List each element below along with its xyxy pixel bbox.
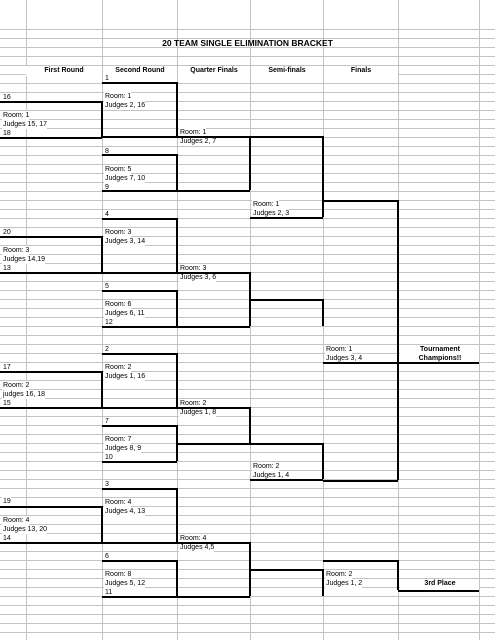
bracket-connector-h: [177, 190, 250, 192]
sr3-judges: Judges 3, 14: [105, 238, 146, 245]
sr5-seed: 2: [105, 346, 109, 353]
header-first-round: First Round: [26, 66, 102, 76]
fr1-room: Room: 1: [3, 112, 30, 119]
grid-row-line: [0, 281, 495, 282]
sr2-room: Room: 5: [105, 166, 132, 173]
header-second-round: Second Round: [103, 66, 177, 76]
sr6-seed-b: 10: [105, 454, 113, 461]
bracket-connector-h: [250, 217, 323, 219]
grid-row-line: [0, 263, 495, 264]
bracket-connector-h: [102, 154, 177, 156]
bracket-connector-v: [397, 200, 399, 362]
sr4-room: Room: 6: [105, 301, 132, 308]
bracket-connector-h: [323, 560, 398, 562]
grid-row-line: [0, 389, 495, 390]
sr4-judges: Judges 6, 11: [105, 310, 145, 317]
bracket-connector-h: [177, 596, 250, 598]
bracket-connector-h: [177, 542, 250, 544]
sr1-judges: Judges 2, 16: [105, 102, 146, 109]
bracket-connector-h: [177, 136, 250, 138]
grid-row-line: [0, 128, 495, 129]
grid-row-line: [0, 83, 495, 84]
bracket-connector-h: [102, 425, 177, 427]
bracket-connector-v: [176, 560, 178, 596]
grid-row-line: [0, 146, 495, 147]
bracket-connector-h: [398, 362, 479, 364]
sr7-seed: 3: [105, 481, 109, 488]
grid-row-line: [0, 425, 495, 426]
bracket-connector-h: [102, 542, 177, 544]
third-place-judges: Judges 1, 2: [326, 580, 363, 587]
bracket-connector-h: [102, 560, 177, 562]
fr2-judges: Judges 14,19: [3, 256, 46, 263]
bracket-connector-h: [0, 272, 102, 274]
sr2-seed: 8: [105, 148, 109, 155]
grid-row-line: [0, 29, 495, 30]
bracket-connector-h: [0, 407, 102, 409]
bracket-connector-h: [102, 461, 177, 463]
bracket-connector-v: [176, 353, 178, 407]
grid-row-line: [0, 164, 495, 165]
bracket-connector-h: [250, 569, 323, 571]
bracket-connector-v: [249, 407, 251, 443]
sf2-room: Room: 2: [253, 463, 280, 470]
bracket-connector-h: [0, 101, 102, 103]
bracket-connector-h: [177, 407, 250, 409]
sf2-judges: Judges 1, 4: [253, 472, 290, 479]
bracket-connector-h: [0, 371, 102, 373]
bracket-connector-v: [176, 290, 178, 326]
bracket-connector-v: [176, 218, 178, 272]
fr3-room: Room: 2: [3, 382, 30, 389]
bracket-connector-h: [102, 82, 177, 84]
grid-row-line: [0, 119, 495, 120]
bracket-connector-h: [102, 353, 177, 355]
grid-row-line: [0, 479, 495, 480]
sr6-judges: Judges 8, 9: [105, 445, 142, 452]
grid-row-line: [0, 614, 495, 615]
fr1-team-a: 16: [3, 94, 11, 101]
bracket-connector-h: [250, 299, 323, 301]
final-judges: Judges 3, 4: [326, 355, 363, 362]
grid-row-line: [0, 308, 495, 309]
bracket-connector-v: [176, 154, 178, 190]
grid-row-line: [0, 92, 495, 93]
sr8-room: Room: 8: [105, 571, 132, 578]
bracket-connector-v: [249, 136, 251, 190]
grid-row-line: [0, 110, 495, 111]
third-place-label: 3rd Place: [400, 579, 479, 588]
fr4-room: Room: 4: [3, 517, 30, 524]
fr4-team-b: 14: [3, 535, 11, 542]
sf1-room: Room: 1: [253, 201, 280, 208]
fr3-team-b: 15: [3, 400, 11, 407]
grid-row-line: [0, 227, 495, 228]
fr2-room: Room: 3: [3, 247, 30, 254]
qf4-room: Room: 4: [180, 535, 207, 542]
grid-row-line: [0, 317, 495, 318]
bracket-connector-h: [177, 272, 250, 274]
qf1-room: Room: 1: [180, 129, 207, 136]
champion-label-line1: Tournament: [400, 345, 479, 354]
sr8-seed: 6: [105, 553, 109, 560]
qf3-judges: Judges 1, 8: [180, 409, 217, 416]
fr4-judges: Judges 13, 20: [3, 526, 47, 533]
bracket-connector-h: [102, 596, 177, 598]
grid-row-line: [0, 290, 495, 291]
bracket-connector-v: [101, 101, 103, 137]
bracket-connector-h: [323, 480, 398, 482]
third-place-room: Room: 2: [326, 571, 353, 578]
grid-row-line: [0, 623, 495, 624]
bracket-connector-v: [176, 488, 178, 542]
bracket-connector-h: [250, 443, 323, 445]
grid-row-line: [0, 155, 495, 156]
grid-row-line: [0, 560, 495, 561]
grid-row-line: [0, 632, 495, 633]
grid-row-line: [0, 209, 495, 210]
final-room: Room: 1: [326, 346, 353, 353]
bracket-connector-h: [323, 362, 398, 364]
bracket-connector-v: [101, 236, 103, 272]
qf4-judges: Judges 4,5: [180, 544, 215, 551]
fr1-team-b: 18: [3, 130, 11, 137]
fr3-team-a: 17: [3, 364, 11, 371]
header-semi-finals: Semi-finals: [251, 66, 323, 76]
bracket-connector-h: [102, 326, 177, 328]
bracket-connector-v: [322, 136, 324, 217]
bracket-connector-h: [102, 190, 177, 192]
bracket-connector-h: [177, 443, 250, 445]
sr6-room: Room: 7: [105, 436, 132, 443]
grid-row-line: [0, 533, 495, 534]
grid-row-line: [0, 569, 495, 570]
grid-row-line: [0, 218, 495, 219]
champion-label-line2: Champions!!: [400, 354, 479, 363]
fr3-judges: judges 16, 18: [3, 391, 46, 398]
sr8-seed-b: 11: [105, 589, 113, 596]
grid-row-line: [0, 335, 495, 336]
grid-row-line: [0, 398, 495, 399]
sr1-room: Room: 1: [105, 93, 132, 100]
header-quarter-finals: Quarter Finals: [178, 66, 250, 76]
sr6-seed: 7: [105, 418, 109, 425]
bracket-connector-h: [398, 590, 479, 592]
fr1-judges: Judges 15, 17: [3, 121, 47, 128]
grid-row-line: [0, 56, 495, 57]
grid-row-line: [0, 434, 495, 435]
qf2-judges: Judges 3, 6: [180, 274, 217, 281]
sr2-seed-b: 9: [105, 184, 109, 191]
bracket-connector-h: [0, 506, 102, 508]
bracket-connector-h: [102, 272, 177, 274]
fr2-team-b: 13: [3, 265, 11, 272]
sr3-seed: 4: [105, 211, 109, 218]
qf1-judges: Judges 2, 7: [180, 138, 217, 145]
bracket-connector-v: [101, 506, 103, 542]
fr4-team-a: 19: [3, 498, 11, 505]
bracket-connector-v: [322, 443, 324, 479]
bracket-connector-h: [102, 407, 177, 409]
grid-row-line: [0, 299, 495, 300]
bracket-connector-v: [101, 371, 103, 407]
sr2-judges: Judges 7, 10: [105, 175, 146, 182]
grid-col-line: [479, 0, 480, 640]
grid-col-line: [26, 0, 27, 640]
bracket-connector-v: [397, 362, 399, 480]
bracket-connector-h: [177, 326, 250, 328]
bracket-connector-h: [102, 290, 177, 292]
qf3-room: Room: 2: [180, 400, 207, 407]
grid-row-line: [0, 461, 495, 462]
grid-row-line: [0, 416, 495, 417]
bracket-connector-h: [102, 488, 177, 490]
sr4-seed: 5: [105, 283, 109, 290]
grid-row-line: [0, 605, 495, 606]
sr3-room: Room: 3: [105, 229, 132, 236]
bracket-connector-v: [397, 560, 399, 590]
grid-row-line: [0, 380, 495, 381]
bracket-connector-h: [250, 136, 323, 138]
grid-row-line: [0, 182, 495, 183]
grid-row-line: [0, 173, 495, 174]
bracket-connector-h: [250, 479, 323, 481]
grid-row-line: [0, 200, 495, 201]
sf1-judges: Judges 2, 3: [253, 210, 290, 217]
bracket-connector-h: [0, 542, 102, 544]
sr5-room: Room: 2: [105, 364, 132, 371]
sr8-judges: Judges 5, 12: [105, 580, 146, 587]
grid-row-line: [0, 497, 495, 498]
grid-row-line: [0, 245, 495, 246]
grid-row-line: [0, 524, 495, 525]
sr4-seed-b: 12: [105, 319, 113, 326]
bracket-connector-v: [176, 82, 178, 136]
bracket-connector-h: [102, 218, 177, 220]
bracket-connector-v: [322, 299, 324, 326]
grid-row-line: [0, 470, 495, 471]
grid-row-line: [0, 488, 495, 489]
grid-row-line: [0, 551, 495, 552]
sr7-room: Room: 4: [105, 499, 132, 506]
fr2-team-a: 20: [3, 229, 11, 236]
bracket-connector-h: [0, 236, 102, 238]
bracket-connector-h: [102, 136, 177, 138]
sr5-judges: Judges 1, 16: [105, 373, 146, 380]
bracket-connector-h: [323, 200, 398, 202]
grid-row-line: [0, 515, 495, 516]
grid-row-line: [0, 254, 495, 255]
grid-col-line: [102, 0, 103, 640]
sr1-seed: 1: [105, 75, 109, 82]
bracket-connector-v: [322, 569, 324, 596]
grid-row-line: [0, 452, 495, 453]
sr7-judges: Judges 4, 13: [105, 508, 146, 515]
qf2-room: Room: 3: [180, 265, 207, 272]
bracket-title: 20 TEAM SINGLE ELIMINATION BRACKET: [162, 38, 333, 48]
header-finals: Finals: [324, 66, 398, 76]
bracket-connector-h: [0, 137, 102, 139]
